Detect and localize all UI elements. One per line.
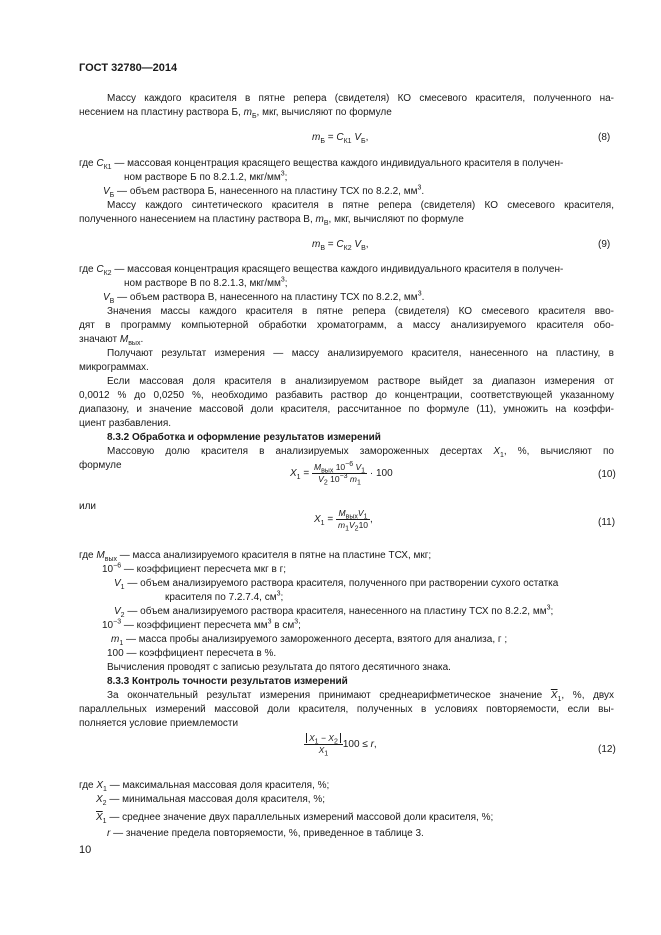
paragraph-line: параллельных измерений массовой доли красителя, полученных в условиях повторяемости, если вы- [79,704,614,715]
paragraph-line: полняется условие приемлемости [79,718,239,729]
definition-line: где $X_1$ — максимальная массовая доля красителя, %; [79,780,330,793]
definition-line: где $M_{вых}$ — масса анализируемого красителя в пятне на пластине ТСХ, мкг; [79,550,432,563]
paragraph-line: Значения массы каждого красителя в пятне репера (свидетеля) КО смесевого красителя вво- [107,306,614,317]
paragraph-line: циент разбавления. [79,418,172,429]
paragraph-line: диапазону, и значение массовой доли красителя, рассчитанное по формуле (11), умножить на коэффи- [79,404,614,415]
definition-line: $X_2$ — минимальная массовая доля красителя, %; [96,794,325,807]
paragraph-line: значают $M_{вых}$. [79,334,144,347]
formula-number: (9) [598,239,611,250]
paragraph-line: Массовую долю красителя в анализируемых замороженных десертах $X_1$, %, вычисляют по [107,446,614,459]
paragraph-line: 0,0012 % до 0,0250 %, необходимо разбавить раствор до концентрации, соответствующей указанному [79,390,614,401]
fraction: $\frac{X_1 - X_2}{\overline{X}_1}$ [304,733,343,756]
formula-number: (12) [598,744,616,755]
paragraph-line: полученного нанесением на пластину раствора В, $m_В$, мкг, вычисляют по формуле [79,214,464,227]
definition-line: ном растворе Б по 8.2.1.2, мкг/$мм^3$; [124,170,288,183]
paragraph-line: или [79,501,97,512]
formula-10: $X_1$ = $\frac{M_{вых} 10^{-6} V_1}{V_2 10^{-3} m_1}$ · 100 [290,461,393,487]
definition-line: ном растворе В по 8.2.1.3, мкг/$мм^3$; [124,276,288,289]
paragraph-line: За окончательный результат измерения принимают среднеарифметическое значение $\overline{X}_1$, %, двух [107,690,614,703]
document-header: ГОСТ 32780—2014 [79,62,178,74]
definition-line: $V_Б$ — объем раствора Б, нанесенного на пластину ТСХ по 8.2.2, $мм^3$. [103,184,425,199]
paragraph-line: Если массовая доля красителя в анализируемом растворе выйдет за диапазон измерения от [107,376,614,387]
formula-9: $m_В = C_{К2}$ $V_В$, [312,239,369,252]
page-number: 10 [79,844,92,856]
formula-11: $X_1$ = $\frac{M_{вых}V_1}{m_1V_210}$ , [314,508,373,533]
definition-line: r — значение предела повторяемости, %, приведенное в таблице 3. [107,828,424,839]
definition-line: $m_1$ — масса пробы анализируемого замороженного десерта, взятого для анализа, г ; [111,634,508,647]
fraction: $\frac{M_{вых}V_1}{m_1V_210}$ [337,508,369,533]
formula-number: (11) [598,517,616,528]
paragraph-line: микрограммах. [79,362,149,373]
definition-line: 100 — коэффициент пересчета в %. [107,648,277,659]
definition-line: где $C_{К2}$ — массовая концентрация красящего вещества каждого индивидуального красителя в получен- [79,264,564,277]
paragraph-line: Массу каждого синтетического красителя в пятне репера (свидетеля) КО смесевого красителя, [107,200,614,211]
paragraph-line: формуле [79,460,122,471]
section-heading: 8.3.3 Контроль точности результатов измерений [107,676,348,687]
paragraph-line: Получают результат измерения — массу анализируемого красителя, нанесенного на пластину, в [107,348,614,359]
definition-line: $V_1$ — объем анализируемого раствора красителя, полученного при растворении сухого остатка [114,578,559,591]
paragraph-line: Массу каждого красителя в пятне репера (свидетеля) КО смесевого красителя, полученного на- [107,93,614,104]
paragraph-line: дят в программу компьютерной обработки хроматограмм, а массу анализируемого красителя обо- [79,320,614,331]
absolute-value: $X_1 - X_2$ [306,733,341,743]
definition-line: $10^{-6}$ — коэффициент пересчета мкг в г; [102,562,287,575]
paragraph-line: несением на пластину раствора Б, $m_Б$, мкг, вычисляют по формуле [79,107,392,120]
definition-line: где $C_{К1}$ — массовая концентрация красящего вещества каждого индивидуального красителя в получен- [79,158,564,171]
paragraph-line: Вычисления проводят с записью результата до пятого десятичного знака. [107,662,451,673]
definition-line: $V_2$ — объем анализируемого раствора красителя, нанесенного на пластину ТСХ по 8.2.2, $мм^3$; [114,604,554,619]
formula-8: $m_Б = C_{К1}$ $V_Б$, [312,132,369,145]
definition-line: $10^{-3}$ — коэффициент пересчета $мм^3$ в $см^3$; [102,618,301,631]
formula-12: $\frac{X_1 - X_2}{\overline{X}_1}$ 100 ≤ r, [304,733,377,756]
formula-number: (8) [598,132,611,143]
section-heading: 8.3.2 Обработка и оформление результатов измерений [107,432,381,443]
fraction: $\frac{M_{вых} 10^{-6} V_1}{V_2 10^{-3} m_1}$ [313,461,366,487]
definition-line: красителя по 7.2.7.4, $см^3$; [165,590,284,603]
formula-number: (10) [598,469,616,480]
definition-line: $V_В$ — объем раствора В, нанесенного на пластину ТСХ по 8.2.2, $мм^3$. [103,290,425,305]
definition-line: $\overline{X}_1$ — среднее значение двух параллельных измерений массовой доли красителя, %; [96,812,494,825]
